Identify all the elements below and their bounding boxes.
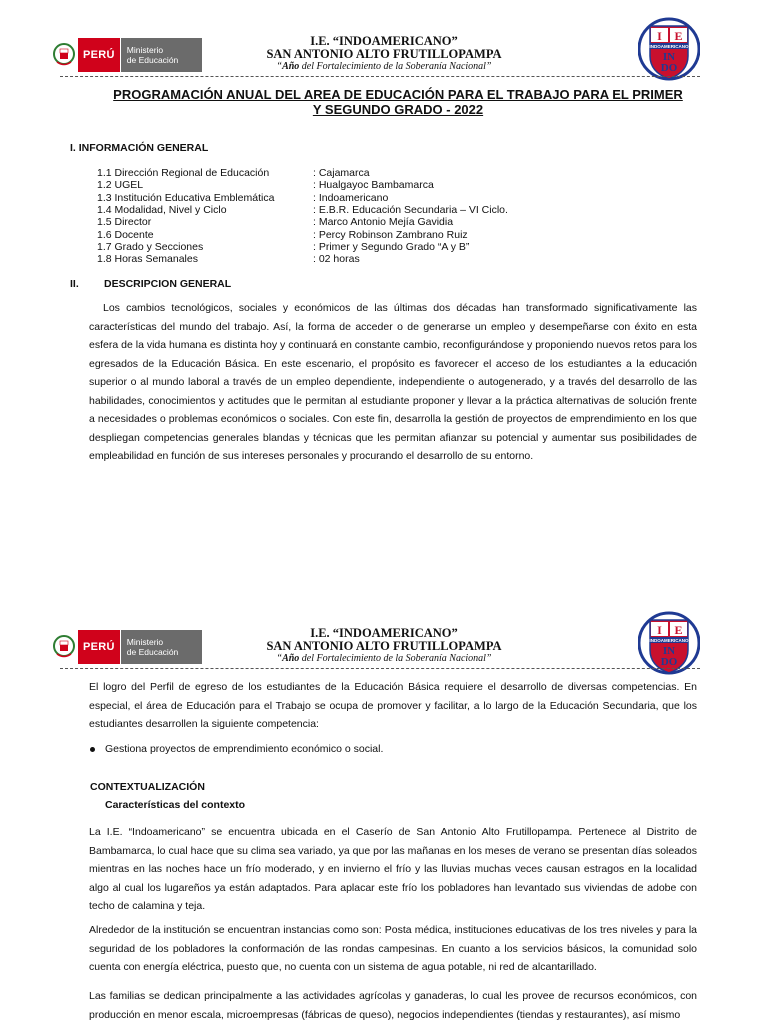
- peru-crest-icon: [50, 38, 78, 72]
- info-label: 1.7 Grado y Secciones: [97, 240, 204, 253]
- info-label: 1.8 Horas Semanales: [97, 253, 198, 266]
- shield-line-1: IN: [662, 645, 676, 657]
- info-label: 1.1 Dirección Regional de Educación: [97, 167, 270, 179]
- info-label: 1.5 Director: [97, 216, 152, 229]
- description-paragraph: Los cambios tecnológicos, sociales y económicos de las últimas dos décadas han transformado significativamente las características del mundo del trabajo. Así, la forma de acceder o de generarse un empleo y desempeñarse con éxito en esta esfera de la vida humana es distinta hoy y continuará en constante cambio, reconfigurándose y proponiendo nuevos retos para los egresados de la Educación Básica. En este escenario, el propósito es favorecer el acceso de los estudiantes a la educación superior o al mundo laboral a través de un empleo dependiente, independiente o autogenerado, y a través del desarrollo de las habilidades, conocimientos y actitudes que le permitan al estudiante proponer y llevar a la práctica alternativas de solución frente a necesidades o problemas económicos o sociales. Con este fin, desarrolla la gestión de proyectos de emprendimiento en los que despliegan competencias generales blandas y técnicas que les permitan afianzar su potencial y aumentar sus posibilidades de empleabilidad en función de sus intereses personales y procurando el desarrollo de su entorno.: [89, 302, 697, 462]
- header-divider: [60, 668, 700, 669]
- info-value: : Hualgayoc Bambamarca: [313, 179, 434, 192]
- competency-text: Gestiona proyectos de emprendimiento económico o social.: [105, 743, 384, 755]
- shield-letter-e: E: [674, 29, 683, 43]
- school-name: I.E. “INDOAMERICANO”: [310, 34, 458, 48]
- motto-rest: del Fortalecimiento de la Soberanía Nacional”: [299, 61, 492, 72]
- page-header: [0, 0, 768, 90]
- shield-line-2: DO: [660, 656, 678, 668]
- ministerio-label: [120, 630, 202, 664]
- info-value: : Percy Robinson Zambrano Ruiz: [313, 228, 468, 241]
- bullet-dot-icon: [90, 747, 95, 752]
- shield-band: INDOAMERICANO: [649, 638, 689, 643]
- motto-open-quote: “: [276, 653, 283, 664]
- ministerio-label: [120, 38, 202, 72]
- section-contextualizacion: CONTEXTUALIZACIÓN: [90, 781, 205, 793]
- peru-label: PERÚ: [78, 38, 120, 72]
- info-value: : Indoamericano: [313, 191, 389, 204]
- peru-crest-icon: [50, 630, 78, 664]
- year-motto: [200, 653, 568, 664]
- info-label: 1.2 UGEL: [97, 179, 144, 192]
- school-name: I.E. “INDOAMERICANO”: [310, 626, 458, 640]
- info-value: : Marco Antonio Mejía Gavidia: [313, 216, 454, 229]
- competency-bullet: [90, 743, 383, 755]
- info-label: 1.6 Docente: [97, 228, 154, 241]
- section-descripcion-general: DESCRIPCION GENERAL: [104, 278, 232, 290]
- info-value: : 02 horas: [313, 253, 360, 266]
- page-header-2: [0, 590, 768, 680]
- minedu-logo: [50, 38, 202, 72]
- motto-bold: Año: [282, 61, 300, 72]
- shield-letter-e: E: [674, 623, 683, 637]
- school-location: SAN ANTONIO ALTO FRUTILLOPAMPA: [266, 47, 502, 61]
- school-location: SAN ANTONIO ALTO FRUTILLOPAMPA: [266, 639, 502, 653]
- document-title-line-1: PROGRAMACIÓN ANUAL DEL AREA DE EDUCACIÓN PARA EL TRABAJO PARA EL PRIMER: [113, 87, 683, 102]
- school-shield-icon: [638, 16, 700, 82]
- competencies-intro: El logro del Perfil de egreso de los estudiantes de la Educación Básica requiere el desarrollo de diversas competencias. En especial, el área de Educación para el Trabajo se ocupa de promover y facilitar, a lo largo de la Educación Secundaria, que los estudiantes desarrollen la siguiente competencia:: [89, 681, 697, 730]
- page-gap: [0, 540, 768, 590]
- section-informacion-general: I. INFORMACIÓN GENERAL: [70, 142, 209, 154]
- school-shield-icon: [638, 610, 700, 676]
- header-divider: [60, 76, 700, 77]
- shield-line-1: IN: [662, 51, 676, 63]
- info-value: : Primer y Segundo Grado “A y B”: [313, 240, 470, 253]
- document-title-line-2: Y SEGUNDO GRADO - 2022: [312, 102, 484, 117]
- context-paragraph-1: La I.E. “Indoamericano” se encuentra ubicada en el Caserío de San Antonio Alto Frutillopampa. Pertenece al Distrito de Bambamarca, lo cual hace que su clima sea variado, ya que por las mañanas en los meses de verano se presentan días soleados mientras en las noches hace un frío moderado, y en invierno el frío y las lluvias muchas veces causan estragos en la localidad algo al cual los lugareños ya están adaptados. Para aplacar este frío los pobladores han levantado sus viviendas de adobe con techo de calamina y teja.: [89, 826, 697, 912]
- info-value: : E.B.R. Educación Secundaria – VI Ciclo.: [313, 203, 508, 216]
- subsection-caracteristicas: Características del contexto: [105, 799, 246, 811]
- document-page-2: [0, 590, 768, 1024]
- info-label: 1.4 Modalidad, Nivel y Ciclo: [97, 203, 227, 216]
- motto-rest: del Fortalecimiento de la Soberanía Nacional”: [299, 653, 492, 664]
- ministerio-line-1: Ministerio: [126, 637, 164, 647]
- section-2-number: II.: [70, 278, 79, 290]
- motto-bold: Año: [282, 653, 300, 664]
- context-paragraph-2: Alrededor de la institución se encuentran instancias como son: Posta médica, instituciones educativas de los tres niveles y para la seguridad de los pobladores la conformación de las rondas campesinas. En cuanto a los servicios básicos, la comunidad solo cuenta con energía eléctrica, puesto que, no cuenta con un sistema de agua potable, ni red de alcantarillado.: [89, 924, 697, 973]
- year-motto: [200, 61, 568, 72]
- context-paragraph-3: Las familias se dedican principalmente a las actividades agrícolas y ganaderas, lo cual les provee de recursos económicos, con producción en menor escala, microempresas (fábricas de queso), negocios independientes (tiendas y restaurantes), así mismo: [89, 990, 697, 1021]
- minedu-logo-2: [50, 630, 202, 664]
- ministerio-line-2: de Educación: [126, 647, 179, 657]
- shield-line-2: DO: [660, 62, 678, 74]
- info-value: : Cajamarca: [313, 167, 370, 179]
- shield-letter-i: I: [657, 623, 662, 637]
- shield-band: INDOAMERICANO: [649, 44, 689, 49]
- peru-label: PERÚ: [78, 630, 120, 664]
- ministerio-line-1: Ministerio: [126, 45, 164, 55]
- ministerio-line-2: de Educación: [126, 55, 179, 65]
- shield-letter-i: I: [657, 29, 662, 43]
- info-label: 1.3 Institución Educativa Emblemática: [97, 191, 275, 204]
- motto-open-quote: “: [276, 61, 283, 72]
